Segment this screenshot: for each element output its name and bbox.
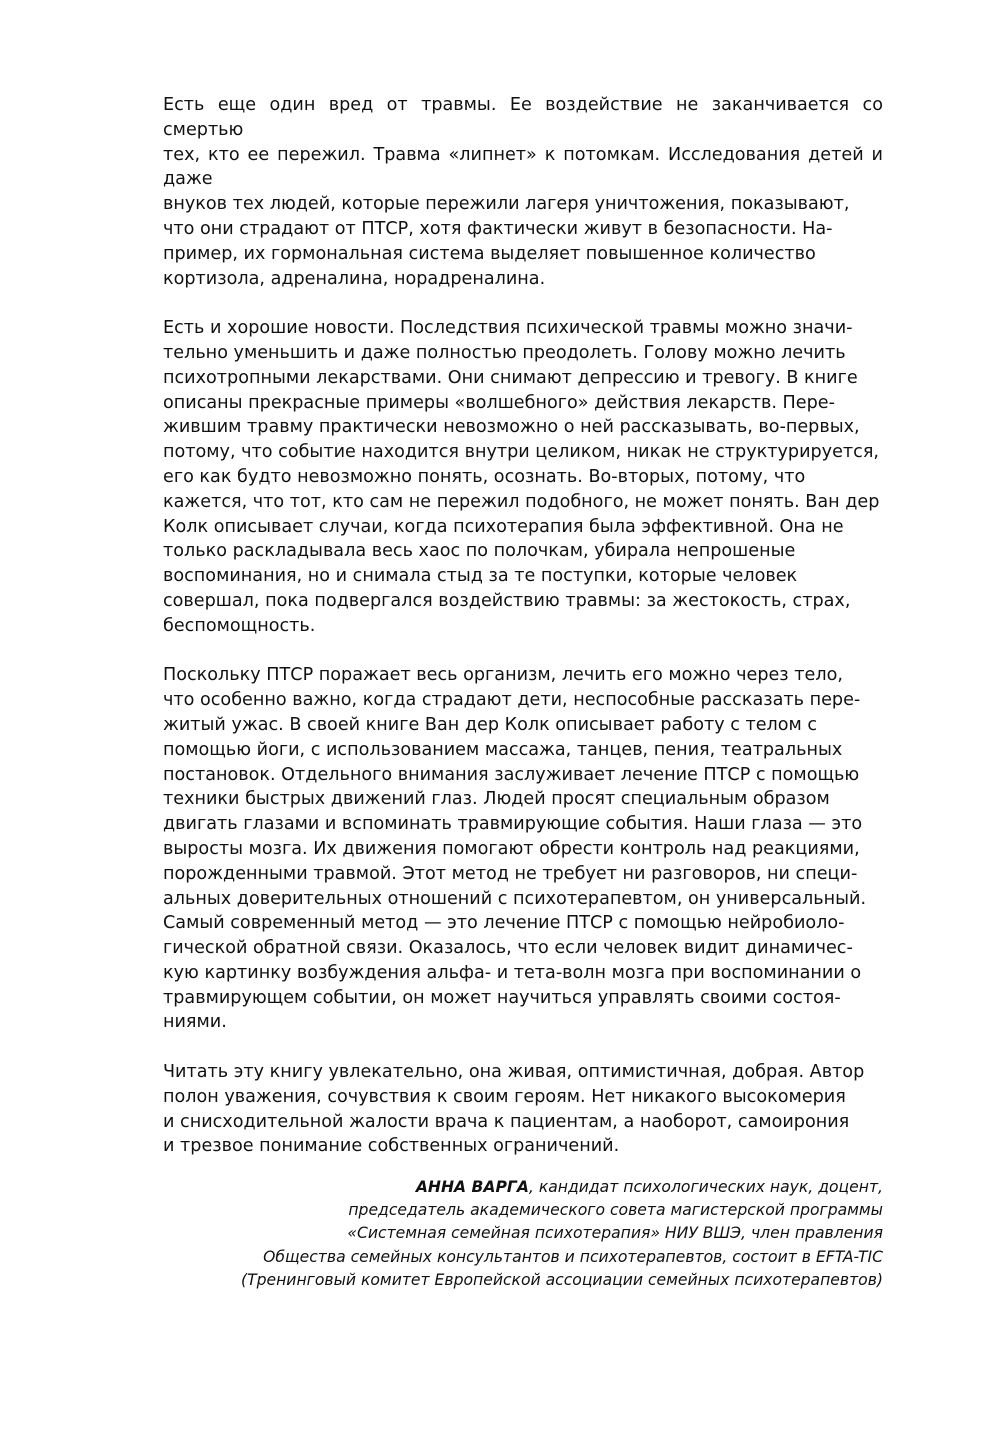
author-signature [163,1176,883,1292]
author-credentials: , кандидат психологических наук, доцент, [528,1178,883,1196]
paragraph-gap [163,639,883,664]
signature-line-1 [163,1176,883,1199]
signature-line-2: председатель академического совета магистерской программы [348,1201,883,1220]
paragraph-trauma-descendants: Есть еще один вред от травмы. Ее воздействие не заканчивается со смертью тех, кто ее пережил. Травма «липнет» к потомкам. Исследования детей и даже внуков тех людей, которые пережили лагеря уничтожения, показывают, что они страдают от ПТСР, хотя фактически живут в безопасности. На- пример, их гормональная система выделяет повышенное количество кортизола, адреналина, норадреналина. [163,95,883,289]
signature-line-5: (Тренинговый комитет Европейской ассоциации семейных психотерапевтов) [241,1270,883,1289]
signature-line-3: «Системная семейная психотерапия» НИУ ВШЭ, член правления [347,1224,883,1243]
signature-line-4: Общества семейных консультантов и психотерапевтов, состоит в EFTA-TIC [263,1247,883,1266]
paragraph-good-news: Есть и хорошие новости. Последствия психической травмы можно значи- тельно уменьшить и даже полностью преодолеть. Голову можно лечить психотропными лекарствами. Они снимают депрессию и тревогу. В книге описаны прекрасные примеры «волшебного» действия лекарств. Пере- жившим травму практически невозможно о ней рассказывать, во-первых, потому, что событие находится внутри целиком, никак не структурируется, его как будто невозможно понять, осознать. Во-вторых, потому, что кажется, что тот, кто сам не пережил подобного, не может понять. Ван дер Колк описывает случаи, когда психотерапия была эффективной. Она не только раскладывала весь хаос по полочкам, убирала непрошеные воспоминания, но и снимала стыд за те поступки, которые человек совершал, пока подвергался воздействию травмы: за жестокость, страх, беспомощность. [163,318,880,636]
paragraph-gap [163,291,883,316]
paragraph-gap [163,1035,883,1060]
paragraph-body-treatment: Поскольку ПТСР поражает весь организм, лечить его можно через тело, что особенно важно, когда страдают дети, неспособные рассказать пере- житый ужас. В своей книге Ван дер Колк описывает работу с телом с помощью йоги, с использованием массажа, танцев, пения, театральных постановок. Отдельного внимания заслуживает лечение ПТСР с помощью техники быстрых движений глаз. Людей просят специальным образом двигать глазами и вспоминать травмирующие события. Наши глаза — это выросты мозга. Их движения помогают обрести контроль над реакциями, порожденными травмой. Этот метод не требует ни разговоров, ни специ- альных доверительных отношений с психотерапевтом, он универсальный. Самый современный метод — это лечение ПТСР с помощью нейробиоло- гической обратной связи. Оказалось, что если человек видит динамичес- кую картинку возбуждения альфа- и тета-волн мозга при воспоминании о травмирующем событии, он может научиться управлять своими состоя- ниями. [163,665,867,1033]
author-name: АННА ВАРГА [415,1178,529,1196]
body-text [163,93,883,1159]
paragraph-conclusion: Читать эту книгу увлекательно, она живая, оптимистичная, добрая. Автор полон уважения, сочувствия к своим героям. Нет никакого высокомерия и снисходительной жалости врача к пациентам, а наоборот, самоирония и трезвое понимание собственных ограничений. [163,1062,865,1157]
